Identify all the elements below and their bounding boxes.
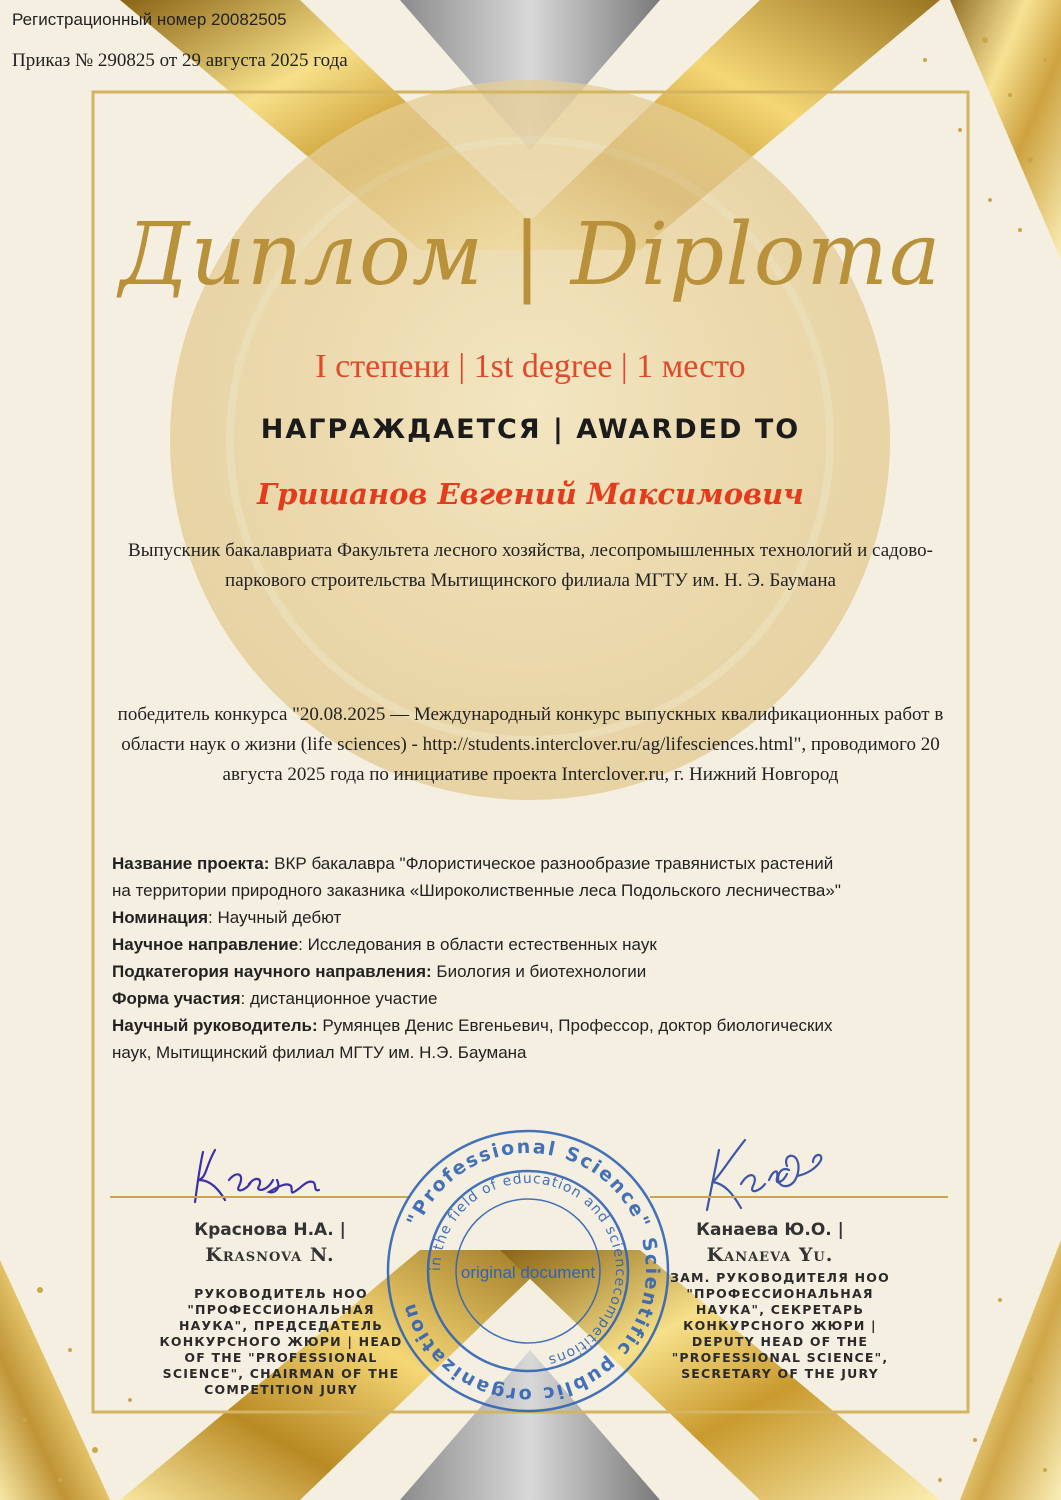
project-details: [112, 850, 852, 1066]
order-number: Приказ № 290825 от 29 августа 2025 года: [12, 50, 348, 71]
detail-row-supervisor: [112, 1012, 852, 1066]
recipient-name: Гришанов Евгений Максимович: [257, 477, 804, 511]
awarded-to-label: НАГРАЖДАЕТСЯ | AWARDED TO: [260, 414, 801, 445]
diploma-title: Диплом | Diploma: [119, 205, 942, 305]
detail-label: Научное направление: [112, 935, 299, 954]
detail-value: : Научный дебют: [208, 908, 342, 927]
detail-row-subcategory: [112, 958, 852, 985]
detail-label: Научный руководитель:: [112, 1016, 318, 1035]
stamp-center-text: original document: [460, 1263, 596, 1282]
detail-label: Название проекта:: [112, 854, 270, 873]
stamp-outer-text: "Professional Science" Scientific public organization: [397, 1135, 664, 1407]
degree-label: I степени | 1st degree | 1 место: [315, 348, 746, 385]
detail-label: Номинация: [112, 908, 209, 927]
detail-row-direction: [112, 931, 852, 958]
right-signer-name-en: Kanaeva Yu.: [706, 1244, 834, 1266]
organization-stamp: [383, 1126, 673, 1416]
right-signer-name: [650, 1218, 890, 1268]
right-signature-line: [650, 1196, 948, 1198]
detail-value: Румянцев Денис Евгеньевич, Профессор, доктор биологических наук, Мытищинский филиал МГТУ им. Н.Э. Баумана: [112, 1016, 833, 1062]
winner-description: победитель конкурса "20.08.2025 — Международный конкурс выпускных квалификационных работ в области наук о жизни (life sciences) - http://students.interclover.ru/ag/lifesciences.html", проводимого 20 августа 2025 года по инициативе проекта Interclover.ru, г. Нижний Новгород: [117, 704, 944, 785]
registration-number: Регистрационный номер 20082505: [12, 10, 287, 29]
detail-value: : Исследования в области естественных наук: [298, 935, 657, 954]
right-signer-name-ru: Канаева Ю.О. |: [696, 1220, 844, 1240]
right-signature-icon: [685, 1130, 845, 1220]
detail-value: : дистанционное участие: [240, 989, 438, 1008]
detail-value: Биология и биотехнологии: [431, 962, 647, 981]
detail-label: Подкатегория научного направления:: [112, 962, 432, 981]
right-signer-role: ЗАМ. РУКОВОДИТЕЛЯ НОО "ПРОФЕССИОНАЛЬНАЯ НАУКА", СЕКРЕТАРЬ КОНКУРСНОГО ЖЮРИ | DEPUTY HEAD OF THE "PROFESSIONAL SCIENCE", SECRETARY OF THE JURY: [670, 1270, 890, 1381]
left-signer-name: [150, 1218, 390, 1268]
stamp-inner-text: in the field of education and sciencecompetitions: [427, 1170, 629, 1369]
detail-row-nomination: [112, 904, 852, 931]
detail-label: Форма участия: [112, 989, 241, 1008]
recipient-affiliation: Выпускник бакалавриата Факультета лесного хозяйства, лесопромышленных технологий и садово-паркового строительства Мытищинского филиала МГТУ им. Н. Э. Баумана: [128, 540, 933, 591]
left-signer-role: РУКОВОДИТЕЛЬ НОО "ПРОФЕССИОНАЛЬНАЯ НАУКА", ПРЕДСЕДАТЕЛЬ КОНКУРСНОГО ЖЮРИ | HEAD OF THE "PROFESSIONAL SCIENCE", CHAIRMAN OF THE COMPETITION JURY: [159, 1286, 403, 1397]
left-signer-name-ru: Краснова Н.А. |: [194, 1220, 346, 1240]
left-signer-name-en: Krasnova N.: [205, 1244, 335, 1266]
left-signature-line: [110, 1196, 410, 1198]
detail-row-participation: [112, 985, 852, 1012]
detail-value: ВКР бакалавра "Флористическое разнообразие травянистых растений на территории природного заказника «Широколиственные леса Подольского лесничества»": [112, 854, 841, 900]
detail-row-project: [112, 850, 852, 904]
left-signature-icon: [185, 1140, 355, 1210]
